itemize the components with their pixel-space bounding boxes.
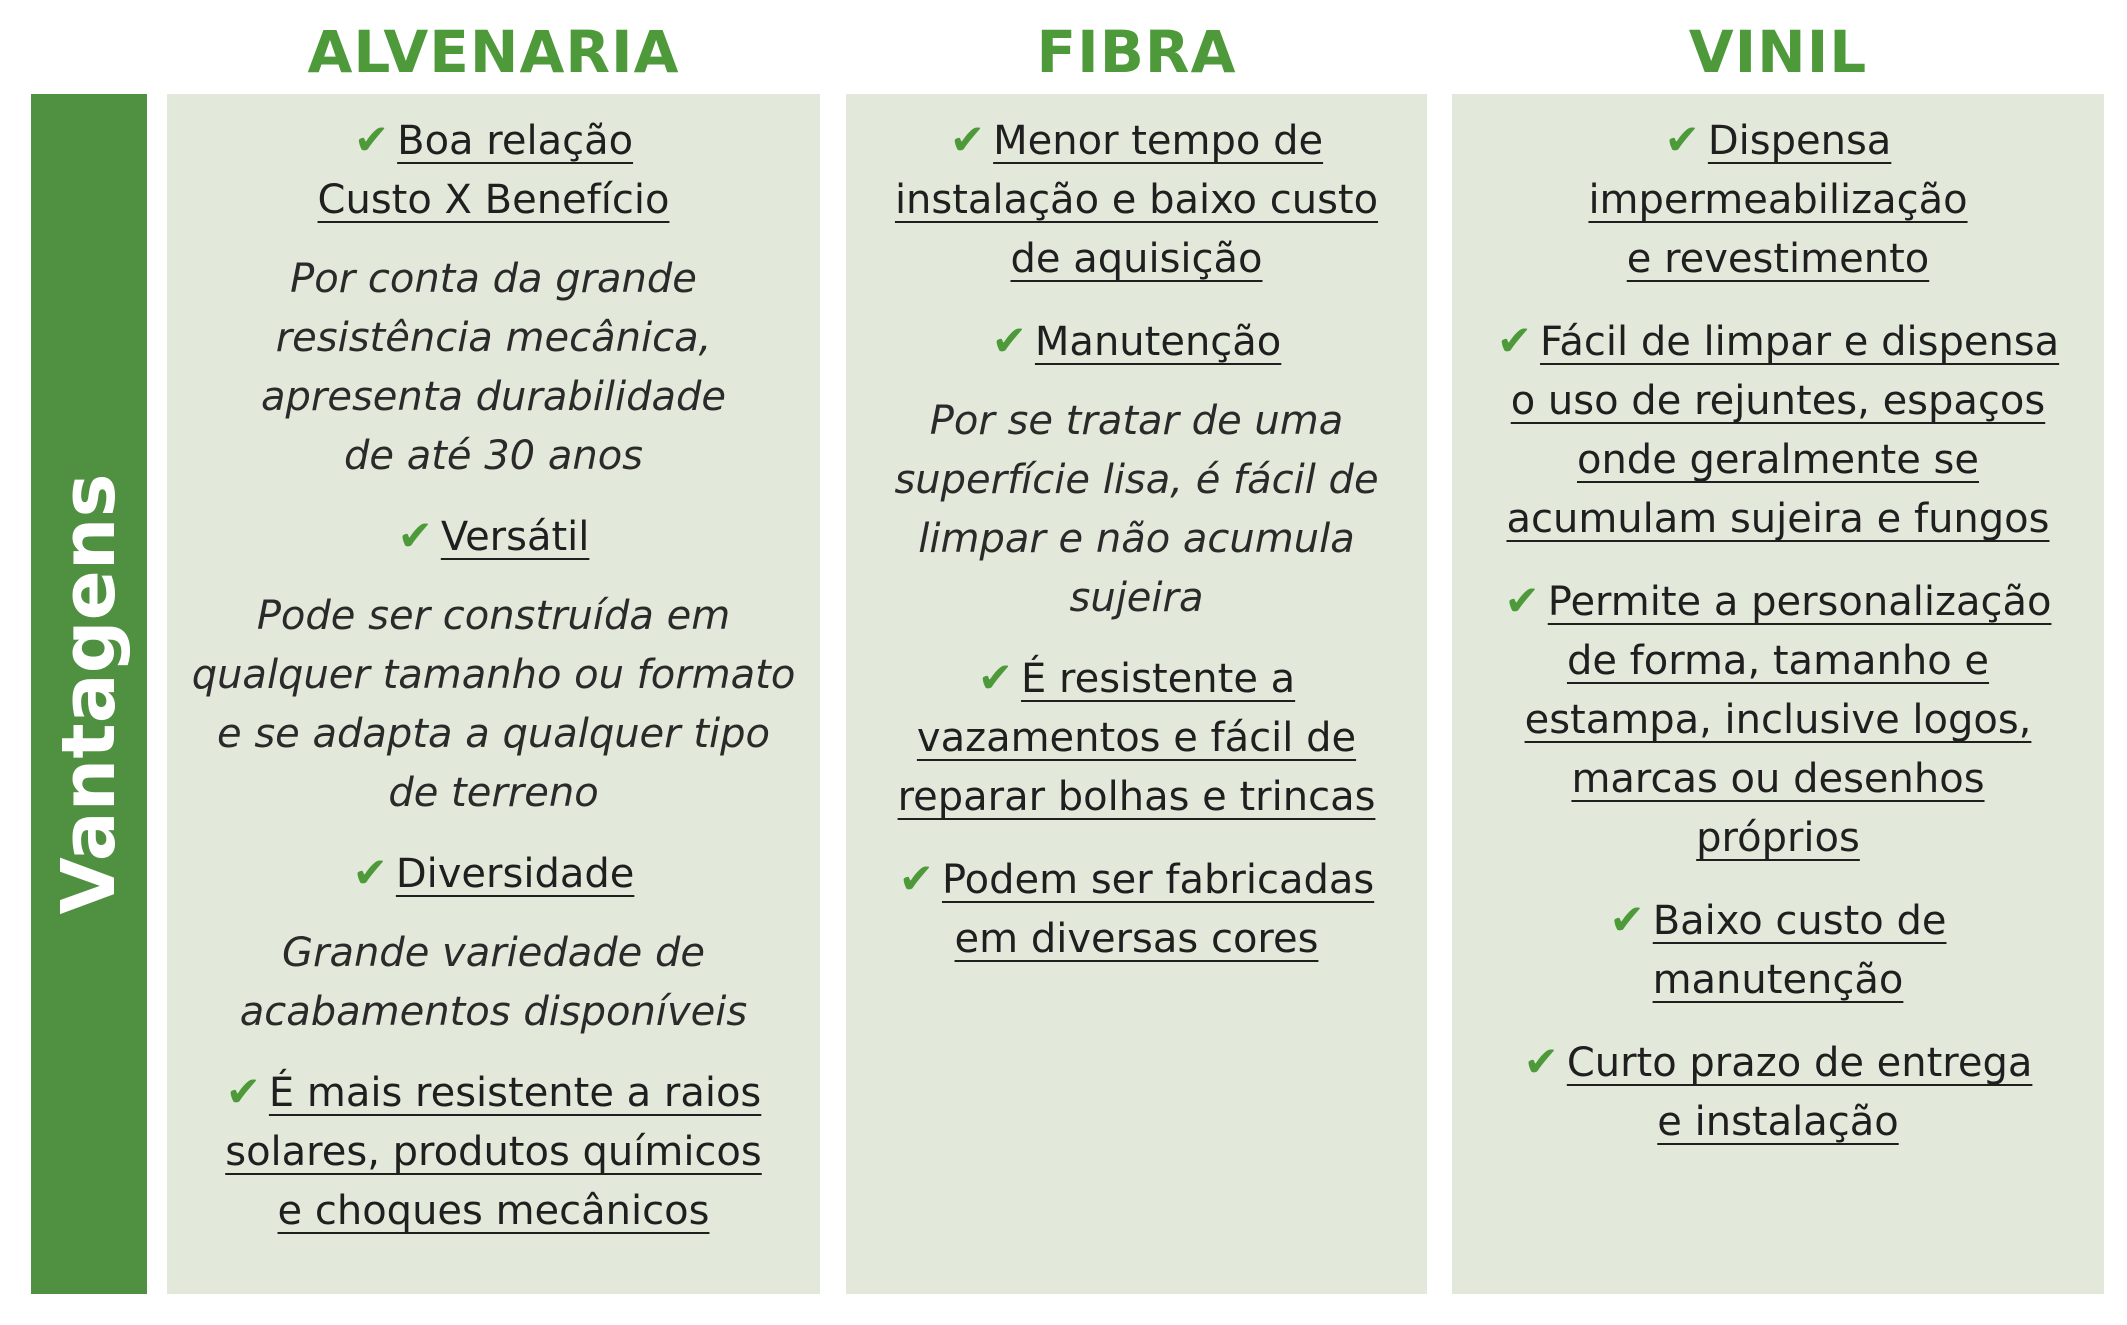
checkmark-icon: ✔ (353, 115, 390, 164)
advantage-item (1505, 571, 2052, 868)
advantage-text: É resistente a vazamentos e fácil de reparar bolhas e trincas (897, 656, 1376, 820)
checkmark-icon: ✔ (949, 115, 986, 164)
advantage-text: Manutenção (1034, 319, 1282, 365)
checkmark-icon: ✔ (991, 316, 1027, 365)
advantage-item (898, 648, 1376, 827)
advantage-item (1497, 311, 2059, 549)
checkmark-icon: ✔ (977, 653, 1014, 702)
advantage-description: Pode ser construída em qualquer tamanho ou formato e se adapta a qualquer tipo de terreno (191, 593, 796, 816)
header-alvenaria: ALVENARIA (307, 18, 680, 86)
advantage-text: Boa relação Custo X Benefício (317, 118, 670, 223)
side-band (31, 94, 147, 1294)
advantage-text: Menor tempo de instalação e baixo custo de aquisição (894, 118, 1379, 282)
advantage-text: Curto prazo de entrega e instalação (1566, 1040, 2033, 1145)
advantage-item (318, 110, 670, 230)
advantage-item (398, 506, 590, 567)
checkmark-icon: ✔ (352, 848, 388, 897)
advantage-text: Baixo custo de manutenção (1652, 898, 1947, 1003)
panel-fibra (846, 94, 1427, 1294)
checkmark-icon: ✔ (1609, 895, 1645, 944)
advantage-description: Por se tratar de uma superfície lisa, é fácil de limpar e não acumula sujeira (894, 398, 1379, 621)
advantage-item (1524, 1032, 2033, 1152)
advantage-item (353, 843, 635, 904)
panel-alvenaria (167, 94, 820, 1294)
advantage-text: Versátil (440, 514, 590, 560)
header-fibra: FIBRA (1036, 18, 1237, 86)
advantage-text: Diversidade (395, 851, 635, 897)
advantage-item (899, 849, 1374, 969)
advantage-text: Podem ser fabricadas em diversas cores (941, 857, 1375, 962)
advantage-item (895, 110, 1378, 289)
checkmark-icon: ✔ (898, 854, 934, 903)
advantage-item (225, 1062, 762, 1241)
advantage-text: Permite a personalização de forma, tamanho e estampa, inclusive logos, marcas ou desenhos próprios (1524, 579, 2052, 861)
checkmark-icon: ✔ (1664, 115, 1700, 164)
advantage-text: Fácil de limpar e dispensa o uso de rejuntes, espaços onde geralmente se acumulam sujeira e fungos (1506, 319, 2060, 542)
panel-vinil (1452, 94, 2104, 1294)
checkmark-icon: ✔ (1504, 576, 1540, 625)
advantage-item (992, 311, 1282, 372)
header-vinil: VINIL (1688, 18, 1868, 86)
advantage-description: Por conta da grande resistência mecânica, apresenta durabilidade de até 30 anos (261, 256, 726, 479)
side-label-vantagens: Vantagens (46, 473, 132, 915)
checkmark-icon: ✔ (225, 1067, 261, 1116)
checkmark-icon: ✔ (1523, 1037, 1559, 1086)
advantage-text: É mais resistente a raios solares, produtos químicos e choques mecânicos (225, 1070, 762, 1234)
checkmark-icon: ✔ (1496, 316, 1533, 365)
checkmark-icon: ✔ (397, 511, 433, 560)
advantage-item (1610, 890, 1947, 1010)
advantage-text: Dispensa impermeabilização e revestimento (1588, 118, 1968, 282)
advantage-item (1588, 110, 1967, 289)
advantage-description: Grande variedade de acabamentos disponíveis (239, 930, 748, 1035)
